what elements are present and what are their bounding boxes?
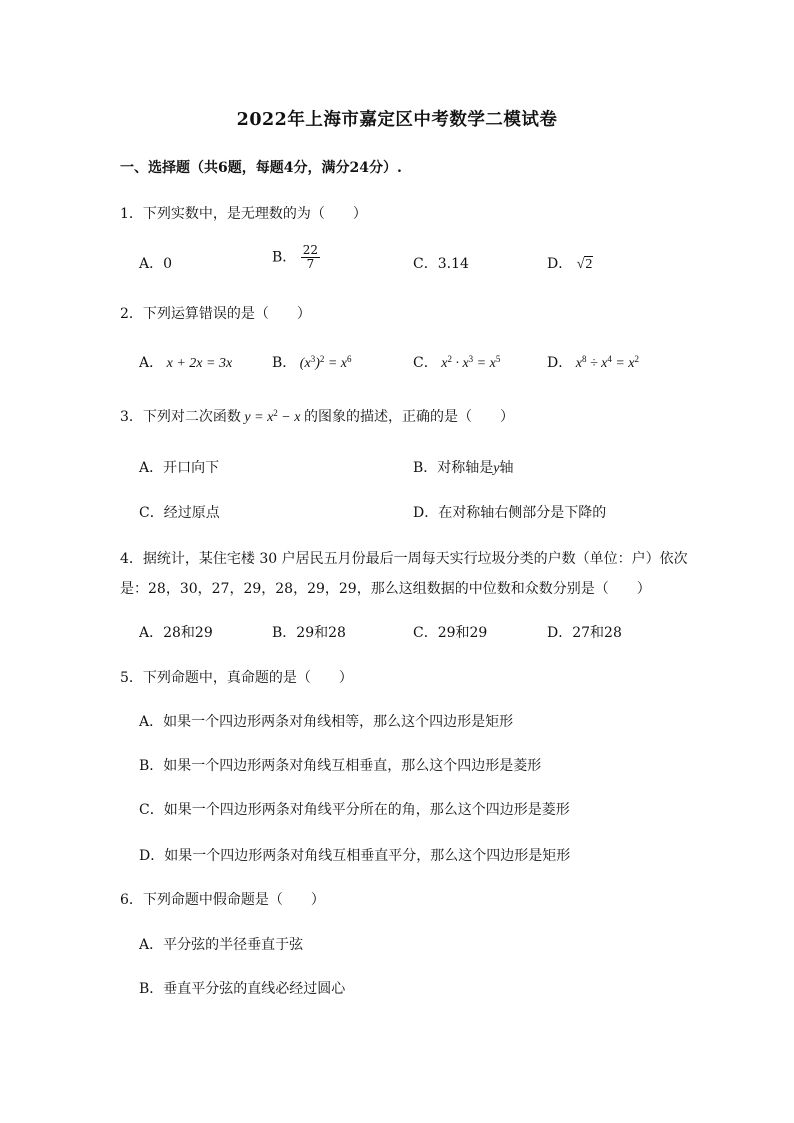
q2-option-c-label: C．: [413, 355, 438, 371]
math-expression: $x^2 \cdot x^3 = x^5$: [437, 354, 501, 371]
square-root: √2: [576, 257, 593, 272]
q1-option-c: C．3.14: [413, 256, 469, 272]
math-expression: x + 2x = 3x: [163, 356, 233, 371]
q3-option-a: A．开口向下: [139, 460, 220, 476]
q3-stem-part2: 的图象的描述，正确的是（ ）: [303, 409, 514, 425]
q3-option-b-part1: B．对称轴是: [413, 460, 494, 476]
q1-option-d-label: D．: [547, 256, 573, 272]
question-6-stem: 6．下列命题中假命题是（ ）: [120, 892, 325, 908]
math-expression: $x^8 \div x^4 = x^2$: [572, 354, 640, 371]
q5-option-b: B．如果一个四边形两条对角线互相垂直，那么这个四边形是菱形: [139, 758, 542, 774]
q4-option-b: B．29和28: [272, 625, 346, 641]
q1-option-b-label: B．: [272, 249, 297, 266]
radicand: 2: [585, 257, 593, 272]
q6-option-b: B．垂直平分弦的直线必经过圆心: [139, 981, 346, 997]
q2-option-b: [272, 352, 352, 372]
q5-option-a: A．如果一个四边形两条对角线相等，那么这个四边形是矩形: [139, 714, 514, 730]
q5-option-c: C．如果一个四边形两条对角线平分所在的角，那么这个四边形是菱形: [139, 802, 570, 818]
q3-option-d: D．在对称轴右侧部分是下降的: [413, 505, 607, 521]
q2-option-b-label: B．: [272, 355, 297, 371]
q4-option-c: C．29和29: [413, 625, 488, 641]
fraction-denominator: 7: [306, 257, 315, 271]
q3-stem-part1: 3．下列对二次函数: [120, 409, 241, 425]
q2-option-d: [547, 352, 639, 372]
q6-option-a: A．平分弦的半径垂直于弦: [139, 937, 304, 953]
q5-option-d: D．如果一个四边形两条对角线互相垂直平分，那么这个四边形是矩形: [139, 848, 571, 864]
question-3-stem: [120, 406, 514, 426]
math-variable: y: [493, 461, 500, 476]
q2-option-c: [413, 352, 500, 372]
q2-option-a-label: A．: [139, 355, 164, 371]
q4-option-d: D．27和28: [547, 625, 622, 641]
q1-option-d: [547, 253, 593, 273]
math-expression: $(x^3)^2 = x^6$: [296, 354, 352, 371]
question-4-stem-line1: 4．据统计，某住宅楼 30 户居民五月份最后一周每天实行垃圾分类的户数（单位：户）依次: [120, 551, 688, 567]
question-5-stem: 5．下列命题中，真命题的是（ ）: [120, 670, 353, 686]
q1-option-a: A．0: [139, 256, 173, 272]
question-1-stem: 1．下列实数中，是无理数的为（ ）: [120, 206, 367, 222]
fraction: [301, 244, 320, 271]
question-4-stem-line2: 是：28，30，27，29，28，29，29，那么这组数据的中位数和众数分别是（ ）: [120, 581, 651, 597]
math-expression: $y = x^2 - x$: [240, 408, 304, 425]
q2-option-d-label: D．: [547, 355, 573, 371]
question-2-stem: 2．下列运算错误的是（ ）: [120, 306, 311, 322]
page-title: 2022年上海市嘉定区中考数学二模试卷: [236, 110, 558, 130]
fraction-numerator: 22: [302, 243, 319, 257]
q4-option-a: A．28和29: [139, 625, 213, 641]
section-heading: 一、选择题（共6题，每题4分，满分24分）.: [120, 160, 402, 176]
q2-option-a: [139, 352, 232, 372]
q1-option-b: [272, 244, 320, 271]
q3-option-c: C．经过原点: [139, 505, 220, 521]
q3-option-b-part2: 轴: [499, 460, 514, 476]
q3-option-b: [413, 457, 514, 477]
